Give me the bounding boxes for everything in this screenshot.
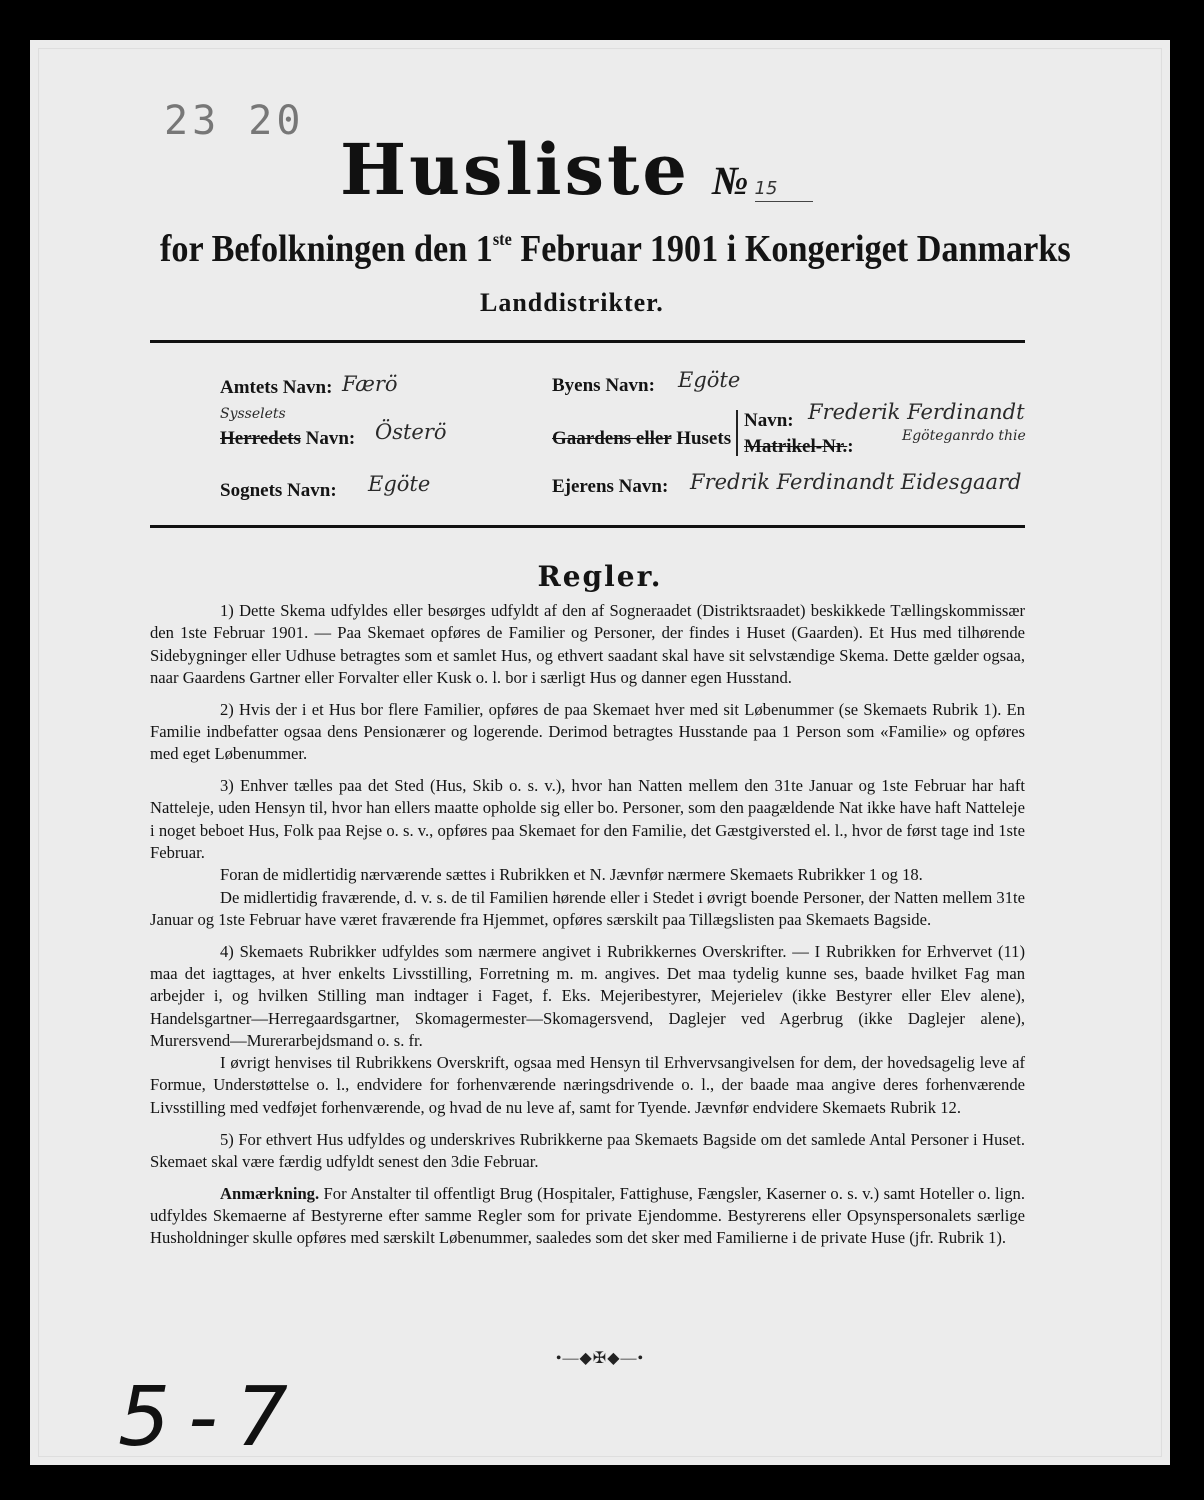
- gaard-label: [552, 428, 731, 450]
- rules-heading: Regler.: [537, 560, 663, 593]
- gaard-struck-words: Gaardens eller: [552, 428, 672, 449]
- by-label: Byens Navn:: [552, 375, 655, 396]
- rule-paragraph: 1) Dette Skema udfyldes eller besørges udfyldt af den af Sogneraadet (Distriktsraadet) beskikkede Tællingskommissær den 1ste Februar 1901. — Paa Skemaet opføres de Familier og Personer, der findes i Huset (Gaarden). Et Hus med tilhørende Sidebygninger eller Udhuse betragtes som et samlet Hus, og ethvert saadant skal have sit selvstændige Skema. Dette gælder ogsaa, naar Gaardens Gartner eller Forvalter eller Kusk o. l. bor i særligt Hus og danner egen Husstand.: [150, 601, 1025, 687]
- form-title: Husliste: [340, 128, 690, 211]
- title-row: [340, 128, 813, 211]
- matrikel-label: [744, 436, 854, 458]
- matrikel-struck-text: Matrikel-Nr.: [744, 436, 848, 457]
- ejer-label: Ejerens Navn:: [552, 476, 669, 497]
- handwritten-sheet-mark: 5-7: [118, 1370, 306, 1465]
- archive-number: 23 20: [164, 98, 305, 144]
- subtitle-superscript: ste: [492, 229, 512, 249]
- top-divider: [150, 340, 1025, 343]
- subtitle-part-2: Februar 1901 i Kongeriget Danmarks: [511, 228, 1071, 270]
- herred-label: [220, 428, 355, 450]
- rules-body: [150, 600, 1025, 1259]
- amt-value: Færö: [342, 372, 398, 396]
- form-subtitle: [160, 227, 1071, 271]
- herred-label-text: Navn:: [300, 428, 356, 449]
- annotation-note: [150, 1183, 1025, 1250]
- ejer-value: Fredrik Ferdinandt Eidesgaard: [690, 470, 1022, 494]
- census-form-page: [30, 40, 1170, 1465]
- navn-label: Navn:: [744, 410, 794, 431]
- note-text: For Anstalter til offentligt Brug (Hospitaler, Fattighuse, Fængsler, Kaserner o. s. v.) samt Hoteller o. lign. udfyldes Skemaerne af Bestyrerne efter samme Regler som for private Ejendomme. Bestyrerens eller Opsynspersonalets særlige Husholdninger skulle opføres med særskilt Løbenummer, saaledes som det sker med Familierne i de private Huse (jfr. Rubrik 1).: [150, 1183, 1025, 1248]
- rule-paragraph: I øvrigt henvises til Rubrikkens Overskrift, ogsaa med Hensyn til Erhvervsangivelsen for dem, der hovedsagelig leve af Formue, Understøttelse o. l., endvidere for forhenværende næringsdrivende o. l., der baade maa angive deres forhenværende Livsstilling med vedføjet forhenværende, og hvad de nu leve af, samt for Tyende. Jævnfør endvidere Skemaets Rubrik 12.: [150, 1053, 1025, 1117]
- number-sign: №: [711, 158, 749, 203]
- list-number-value: 15: [755, 178, 813, 202]
- matrikel-colon: :: [847, 436, 854, 457]
- rule-paragraph: 2) Hvis der i et Hus bor flere Familier, opføres de paa Skemaet hver med sit Løbenummer (se Skemaets Rubrik 1). En Familie indbefatter ogsaa dens Pensionærer og logerende. Derimod betragtes Husstande paa 1 Person som «Familie» og opføres med eget Løbenummer.: [150, 699, 1025, 764]
- sogn-value: Egöte: [368, 472, 431, 496]
- navn-value: Frederik Ferdinandt: [808, 400, 1025, 424]
- note-label: Anmærkning.: [220, 1183, 320, 1203]
- herred-correction: Sysselets: [220, 406, 286, 422]
- by-value: Egöte: [678, 368, 741, 392]
- rule-paragraph: 3) Enhver tælles paa det Sted (Hus, Skib o. s. v.), hvor han Natten mellem den 31te Januar og 1ste Februar har haft Natteleje, uden Hensyn til, hvor han ellers maatte opholde sig eller bo. Personer, som den paagældende Nat ikke have haft Natteleje i noget beboet Hus, Folk paa Rejse o. s. v., opføres paa Skemaet for den Familie, det Gæstgiversted el. l., hvor de først tage ind 1ste Februar.: [150, 776, 1025, 862]
- bracket-line: [736, 410, 738, 456]
- rule-paragraph: 5) For ethvert Hus udfyldes og underskrives Rubrikkerne paa Skemaets Bagside om det samlede Antal Personer i Huset. Skemaet skal være færdig udfyldt senest den 3die Februar.: [150, 1129, 1025, 1171]
- amt-label: Amtets Navn:: [220, 377, 333, 398]
- gaard-label-text: Husets: [671, 428, 732, 449]
- rule-paragraph: De midlertidig fraværende, d. v. s. de til Familien hørende eller i Stedet i øvrigt boende Personer, der Natten mellem 31te Januar og 1ste Februar have været fraværende fra Hjemmet, opføres særskilt paa Tillægslisten paa Skemaets Bagside.: [150, 887, 1025, 929]
- subtitle-part-1: for Befolkningen den 1: [160, 228, 493, 270]
- herred-struck-word: Herredets: [220, 428, 301, 449]
- herred-value: Österö: [375, 420, 447, 444]
- bottom-divider: [150, 525, 1025, 528]
- matrikel-value: Egöteganrdo thie: [902, 428, 1026, 444]
- rule-paragraph: 4) Skemaets Rubrikker udfyldes som nærmere angivet i Rubrikkernes Overskrifter. — I Rubrikken for Erhvervet (11) maa det iagttages, at hver enkelts Livsstilling, Forretning m. m. angives. Det maa tydelig kunne ses, baade hvilket Fag man arbejder i, og hvilken Stilling man indtager i Faget, f. Eks. Mejeribestyrer, Mejerielev (ikke Bestyrer eller Elev alene), Handelsgartner—Herregaardsgartner, Skomagermester—Skomagersvend, Daglejer ved Agerbrug (ikke Daglejer alene), Murersvend—Murerarbejdsmand o. s. fr.: [150, 941, 1025, 1050]
- ornament-divider: •—◆✠◆—•: [555, 1350, 645, 1367]
- district-type: Landdistrikter.: [480, 288, 664, 317]
- rule-paragraph: Foran de midlertidig nærværende sættes i Rubrikken et N. Jævnfør nærmere Skemaets Rubrikker 1 og 18.: [220, 865, 923, 885]
- sogn-label: Sognets Navn:: [220, 480, 337, 501]
